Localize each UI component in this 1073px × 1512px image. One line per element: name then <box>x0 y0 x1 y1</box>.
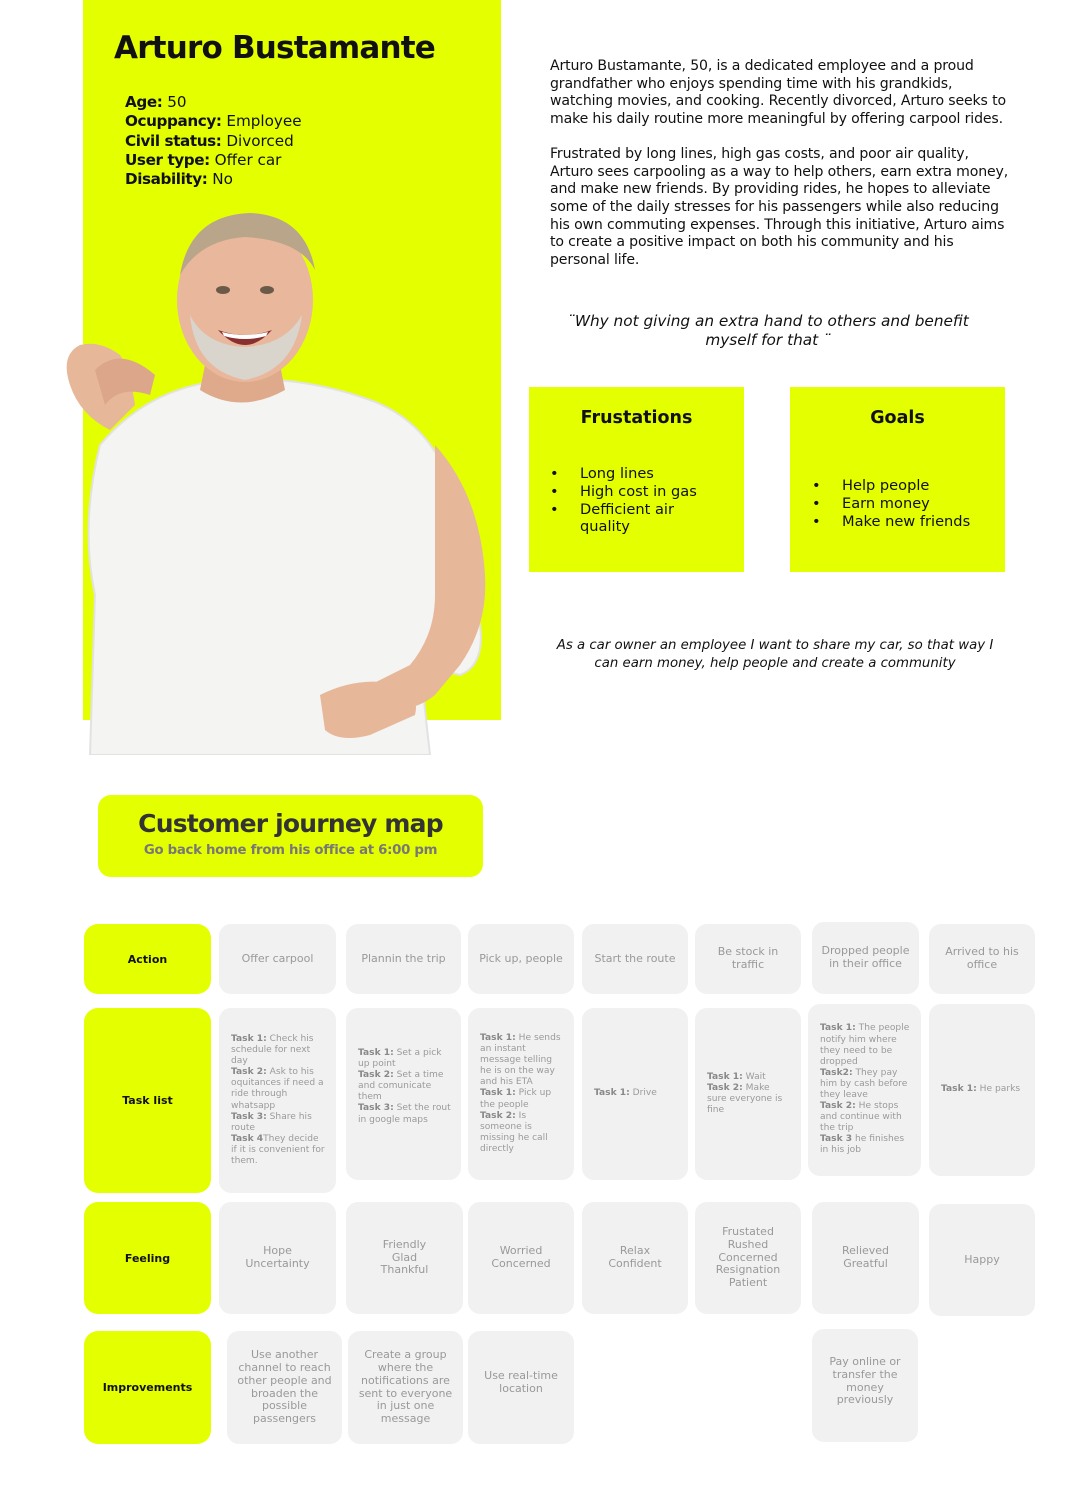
task-cell <box>582 1008 688 1180</box>
task-list: Task 1: Drive <box>594 1088 657 1099</box>
persona-facts <box>125 93 302 189</box>
task-cell <box>929 1004 1035 1176</box>
task-list: Task 1: The people notify him where they need to be dropped Task2: They pay him by cash before they leave Task 2: He stops and continue with the trip Task 3 he finishes in his job <box>820 1023 910 1156</box>
task-list: Task 1: Wait Task 2: Make sure everyone is fine <box>707 1071 783 1116</box>
feeling-cell: Hope Uncertainty <box>219 1202 336 1314</box>
fact-occupancy: Ocuppancy: Employee <box>125 112 302 131</box>
goal-item: • Earn money <box>812 494 930 512</box>
task-cell <box>346 1008 461 1180</box>
frustration-item: • Defficient air quality <box>550 500 674 536</box>
fact-age: Age: 50 <box>125 93 187 111</box>
user-story: As a car owner an employee I want to share my car, so that way I can earn money, help people and create a community <box>556 638 994 671</box>
task-list: Task 1: Check his schedule for next day Task 2: Ask to his oquitances if need a ride through whatsapp Task 3: Share his route Task 4They decide if it is convenient for them. <box>231 1033 325 1166</box>
frustrations-title: Frustations <box>580 408 693 428</box>
feeling-cell: Relieved Greatful <box>812 1202 919 1314</box>
goals-list <box>812 477 992 530</box>
feeling-cell: Frustated Rushed Concerned Resignation Patient <box>695 1202 801 1314</box>
action-cell: Start the route <box>582 924 688 994</box>
persona-name: Arturo Bustamante <box>114 30 435 66</box>
improvement-cell: Use real-time location <box>468 1331 574 1444</box>
task-cell <box>695 1008 801 1180</box>
action-cell: Offer carpool <box>219 924 336 994</box>
feeling-cell: Relax Confident <box>582 1202 688 1314</box>
journey-header <box>98 795 483 877</box>
feeling-cell: Friendly Glad Thankful <box>346 1202 463 1314</box>
action-cell: Arrived to his office <box>929 924 1035 994</box>
fact-civil-status: Civil status: Divorced <box>125 131 294 150</box>
task-list: Task 1: Set a pick up point Task 2: Set a time and comunicate them Task 3: Set the rout in google maps <box>358 1048 451 1125</box>
improvement-cell: Create a group where the notifications are sent to everyone in just one message <box>348 1331 463 1444</box>
action-cell: Plannin the trip <box>346 924 461 994</box>
improvement-cell: Pay online or transfer the money previously <box>812 1329 918 1442</box>
action-cell: Be stock in traffic <box>695 924 801 994</box>
row-label-action: Action <box>84 924 211 994</box>
fact-user-type: User type: Offer car <box>125 150 282 169</box>
row-label-task-list: Task list <box>84 1008 211 1193</box>
goals-title: Goals <box>870 408 925 428</box>
journey-subtitle: Go back home from his office at 6:00 pm <box>143 843 438 858</box>
persona-quote: ¨Why not giving an extra hand to others and benefit myself for that ¨ <box>567 312 969 349</box>
task-list: Task 1: He parks <box>941 1084 1021 1095</box>
improvement-cell: Use another channel to reach other people and broaden the possible passengers <box>227 1331 342 1444</box>
journey-title: Customer journey map <box>138 809 443 838</box>
persona-bio <box>550 58 1012 287</box>
feeling-cell: Happy <box>929 1204 1035 1316</box>
action-cell: Pick up, people <box>468 924 574 994</box>
goal-item: • Help people <box>812 477 930 494</box>
fact-disability: Disability: No <box>125 170 233 189</box>
persona-photo <box>40 195 490 755</box>
task-cell <box>219 1008 336 1193</box>
frustration-item: • Long lines <box>550 465 654 482</box>
frustration-item: • High cost in gas <box>550 482 697 500</box>
task-cell <box>468 1008 574 1180</box>
task-list: Task 1: He sends an instant message telling he is on the way and his ETA Task 1: Pick up the people Task 2: Is someone is missing he call directly <box>480 1032 561 1154</box>
goal-item: • Make new friends <box>812 512 971 530</box>
action-cell: Dropped people in their office <box>812 922 919 994</box>
bio-paragraph: Frustrated by long lines, high gas costs, and poor air quality, Arturo sees carpooling as a way to help others, earn extra money, and make new friends. By providing rides, he hopes to alleviate some of the daily stresses for his passengers while also reducing his own commuting expenses. Through this initiative, Arturo aims to create a positive impact on both his community and his personal life. <box>550 145 1009 269</box>
row-label-feeling: Feeling <box>84 1202 211 1314</box>
frustrations-list <box>550 465 720 536</box>
row-label-improvements: Improvements <box>84 1331 211 1444</box>
task-cell <box>808 1004 921 1176</box>
bio-paragraph: Arturo Bustamante, 50, is a dedicated employee and a proud grandfather who enjoys spending time with his grandkids, watching movies, and cooking. Recently divorced, Arturo seeks to make his daily routine more meaningful by offering carpool rides. <box>550 58 1006 128</box>
feeling-cell: Worried Concerned <box>468 1202 574 1314</box>
